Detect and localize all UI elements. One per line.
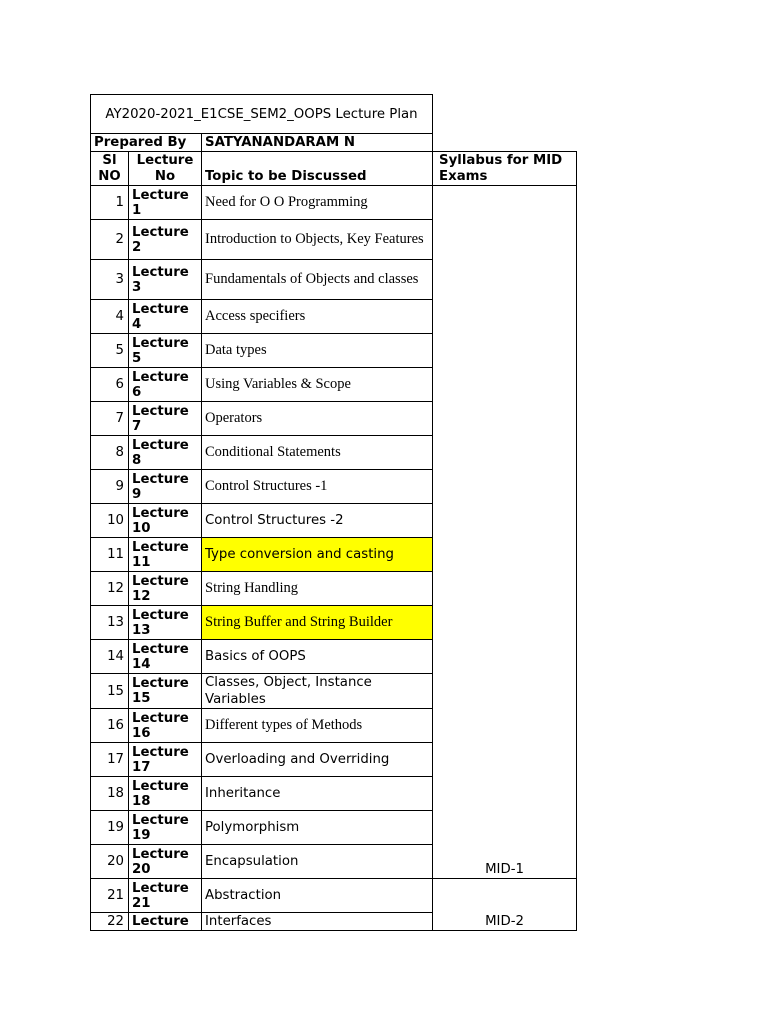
topic-cell: Control Structures -2	[202, 504, 433, 538]
header-sl-no: Sl NO	[91, 152, 129, 186]
sl-no-cell: 3	[91, 260, 129, 300]
topic-cell: Type conversion and casting	[202, 538, 433, 572]
topic-cell: Fundamentals of Objects and classes	[202, 260, 433, 300]
sl-no-cell: 11	[91, 538, 129, 572]
header-row	[91, 152, 577, 186]
topic-cell: Overloading and Overriding	[202, 743, 433, 777]
prepared-by-spacer	[433, 134, 577, 152]
sl-no-cell: 22	[91, 913, 129, 931]
topic-cell: Operators	[202, 402, 433, 436]
topic-cell: Conditional Statements	[202, 436, 433, 470]
mid-exam-cell: MID-1	[433, 186, 577, 879]
lecture-no-cell: Lecture 14	[129, 640, 202, 674]
lecture-no-cell: Lecture 17	[129, 743, 202, 777]
sl-no-cell: 5	[91, 334, 129, 368]
title-row	[91, 95, 577, 134]
lecture-no-cell: Lecture 3	[129, 260, 202, 300]
sl-no-cell: 14	[91, 640, 129, 674]
topic-cell: String Buffer and String Builder	[202, 606, 433, 640]
prepared-by-row	[91, 134, 577, 152]
lecture-no-cell: Lecture 21	[129, 879, 202, 913]
sl-no-cell: 19	[91, 811, 129, 845]
lecture-no-cell: Lecture 12	[129, 572, 202, 606]
lecture-no-cell: Lecture 6	[129, 368, 202, 402]
sl-no-cell: 15	[91, 674, 129, 709]
topic-cell: Encapsulation	[202, 845, 433, 879]
header-lecture-no: Lecture No	[129, 152, 202, 186]
sl-no-cell: 12	[91, 572, 129, 606]
sl-no-cell: 20	[91, 845, 129, 879]
sl-no-cell: 7	[91, 402, 129, 436]
sl-no-cell: 6	[91, 368, 129, 402]
sl-no-cell: 1	[91, 186, 129, 220]
sl-no-cell: 4	[91, 300, 129, 334]
lecture-no-cell: Lecture 9	[129, 470, 202, 504]
lecture-no-cell: Lecture 18	[129, 777, 202, 811]
topic-cell: Interfaces	[202, 913, 433, 931]
topic-cell: Need for O O Programming	[202, 186, 433, 220]
lecture-no-cell: Lecture 4	[129, 300, 202, 334]
sl-no-cell: 13	[91, 606, 129, 640]
lecture-no-cell: Lecture 5	[129, 334, 202, 368]
sl-no-cell: 9	[91, 470, 129, 504]
topic-cell: Using Variables & Scope	[202, 368, 433, 402]
topic-cell: Abstraction	[202, 879, 433, 913]
sl-no-cell: 10	[91, 504, 129, 538]
lecture-plan-sheet	[90, 94, 577, 931]
topic-cell: Introduction to Objects, Key Features	[202, 220, 433, 260]
lecture-plan-table	[90, 94, 577, 931]
lecture-no-cell: Lecture 16	[129, 709, 202, 743]
sl-no-cell: 2	[91, 220, 129, 260]
sl-no-cell: 16	[91, 709, 129, 743]
header-syllabus: Syllabus for MID Exams	[433, 152, 577, 186]
plan-title: AY2020-2021_E1CSE_SEM2_OOPS Lecture Plan	[91, 95, 433, 134]
lecture-no-cell: Lecture 7	[129, 402, 202, 436]
topic-cell: Different types of Methods	[202, 709, 433, 743]
mid-exam-cell: MID-2	[433, 879, 577, 931]
lecture-no-cell: Lecture 11	[129, 538, 202, 572]
topic-cell: Basics of OOPS	[202, 640, 433, 674]
lecture-no-cell: Lecture 20	[129, 845, 202, 879]
table-row	[91, 186, 577, 220]
table-row	[91, 879, 577, 913]
topic-cell: Classes, Object, Instance Variables	[202, 674, 433, 709]
topic-cell: Inheritance	[202, 777, 433, 811]
sl-no-cell: 21	[91, 879, 129, 913]
title-spacer	[433, 95, 577, 134]
topic-cell: Control Structures -1	[202, 470, 433, 504]
topic-cell: Data types	[202, 334, 433, 368]
prepared-by-label: Prepared By	[91, 134, 202, 152]
topic-cell: Access specifiers	[202, 300, 433, 334]
prepared-by-name: SATYANANDARAM N	[202, 134, 433, 152]
sl-no-cell: 8	[91, 436, 129, 470]
topic-cell: String Handling	[202, 572, 433, 606]
lecture-no-cell: Lecture 1	[129, 186, 202, 220]
lecture-no-cell: Lecture 15	[129, 674, 202, 709]
topic-cell: Polymorphism	[202, 811, 433, 845]
lecture-no-cell: Lecture 13	[129, 606, 202, 640]
lecture-no-cell: Lecture 10	[129, 504, 202, 538]
lecture-no-cell: Lecture 2	[129, 220, 202, 260]
sl-no-cell: 17	[91, 743, 129, 777]
header-topic: Topic to be Discussed	[202, 152, 433, 186]
sl-no-cell: 18	[91, 777, 129, 811]
lecture-no-cell: Lecture 8	[129, 436, 202, 470]
lecture-no-cell: Lecture	[129, 913, 202, 931]
lecture-no-cell: Lecture 19	[129, 811, 202, 845]
